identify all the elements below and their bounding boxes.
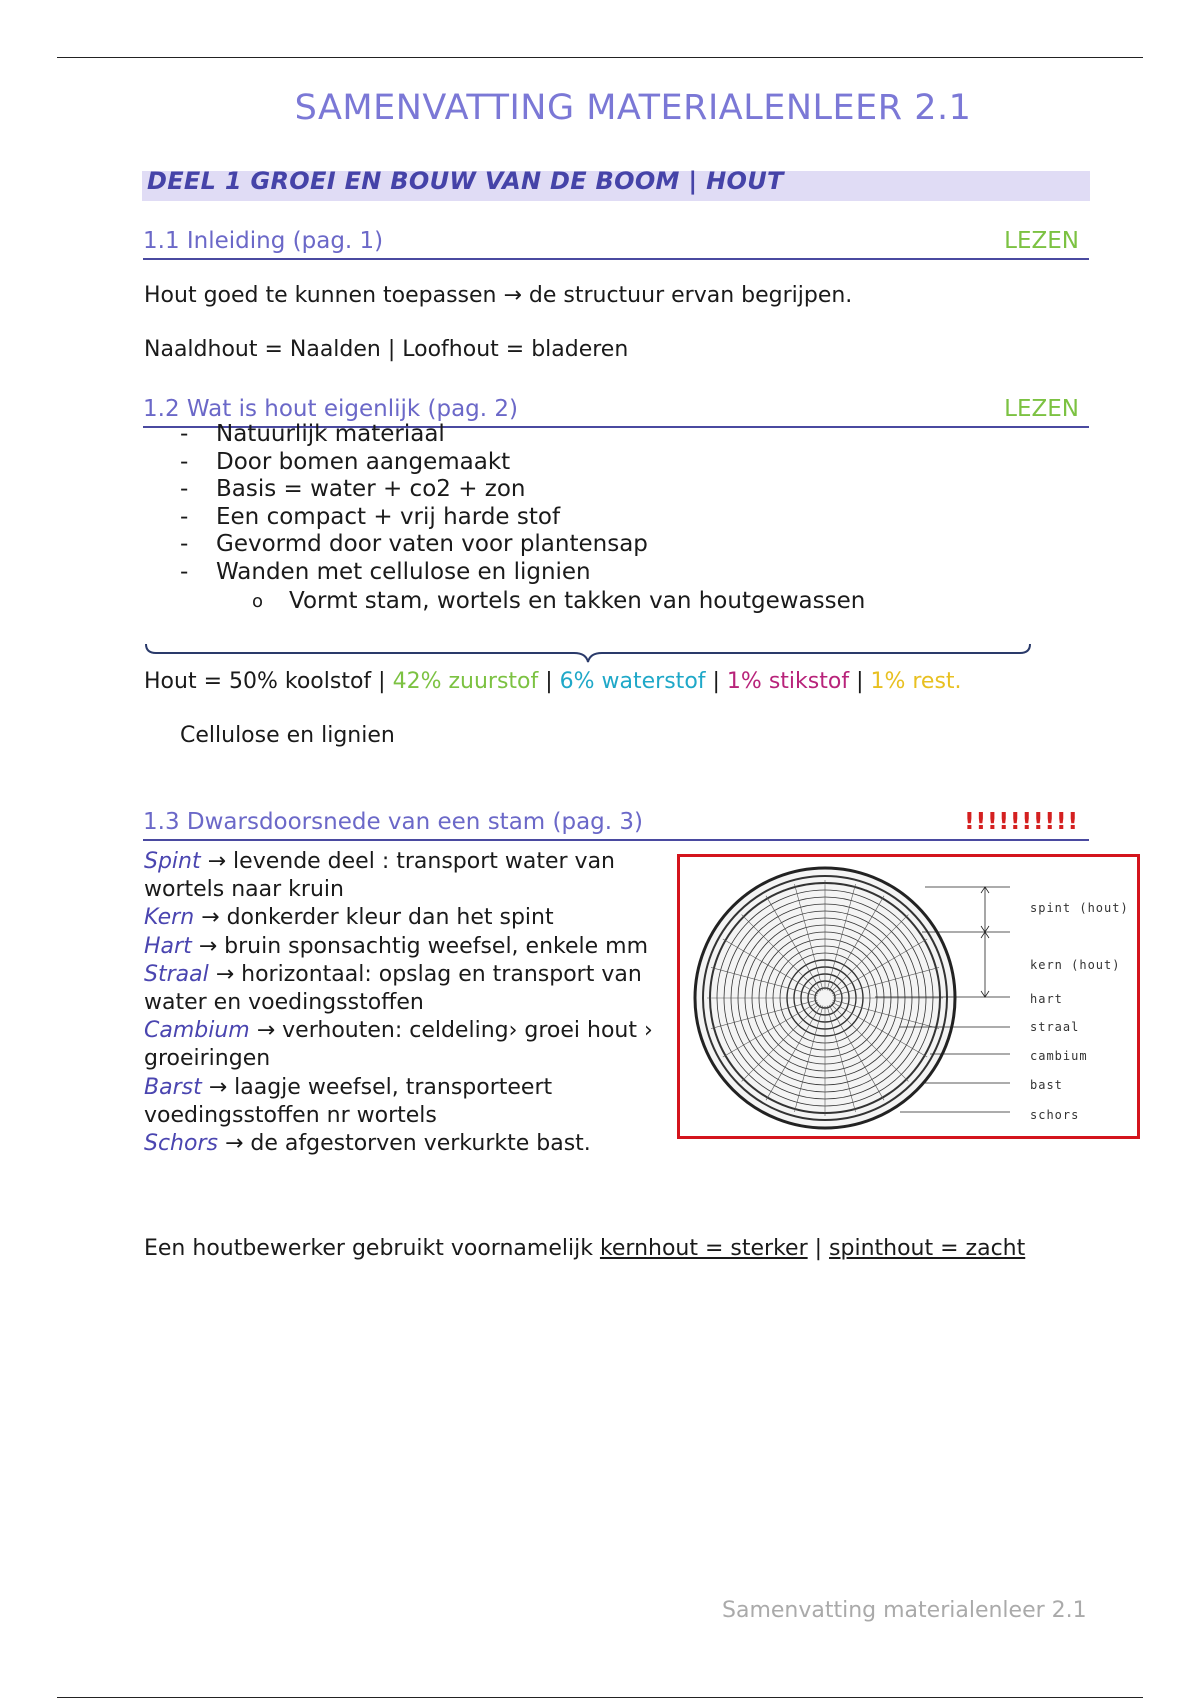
closing-prefix: Een houtbewerker gebruikt voornamelijk bbox=[144, 1236, 600, 1261]
list-item bbox=[144, 449, 648, 477]
definition-term: Schors bbox=[144, 1131, 218, 1157]
zuurstof-value: 42% zuurstof bbox=[385, 669, 546, 694]
arrow-icon: → bbox=[200, 849, 234, 874]
arrow-icon: → bbox=[191, 933, 225, 959]
list-item-text: Basis = water + co2 + zon bbox=[216, 476, 526, 502]
page-footer: Samenvatting materialenleer 2.1 bbox=[722, 1598, 1087, 1623]
bottom-rule bbox=[57, 1697, 1143, 1698]
curly-brace bbox=[144, 640, 1032, 670]
arrow-icon: → bbox=[194, 905, 227, 931]
section-title: 1.3 Dwarsdoorsnede van een stam (pag. 3) bbox=[143, 809, 644, 835]
separator: | bbox=[856, 669, 864, 694]
bullet-dash: - bbox=[180, 558, 189, 585]
figure-label-cambium: cambium bbox=[1030, 1049, 1088, 1063]
arrow-icon: → bbox=[217, 1131, 251, 1157]
bullet-dash: - bbox=[180, 503, 189, 530]
rest-value: 1% rest. bbox=[863, 669, 962, 694]
arrow-icon: → bbox=[249, 1018, 283, 1044]
section-tag: LEZEN bbox=[1004, 228, 1079, 254]
definition-item bbox=[144, 1074, 654, 1130]
definition-item bbox=[144, 848, 654, 904]
composition-line bbox=[144, 669, 962, 694]
definition-text: de afgestorven verkurkte bast. bbox=[250, 1131, 591, 1157]
figure-label-schors: schors bbox=[1030, 1108, 1080, 1122]
definition-term: Straal bbox=[144, 961, 209, 987]
arrow-icon: → bbox=[208, 961, 242, 987]
definition-item bbox=[144, 933, 654, 961]
section-title: 1.2 Wat is hout eigenlijk (pag. 2) bbox=[143, 396, 518, 422]
definitions-block bbox=[144, 848, 654, 1158]
list-item bbox=[144, 504, 648, 532]
definition-item bbox=[144, 1130, 654, 1158]
list-item bbox=[144, 421, 648, 449]
definition-text: bruin sponsachtig weefsel, enkele mm bbox=[224, 933, 649, 959]
list-item-text: Gevormd door vaten voor plantensap bbox=[216, 531, 648, 557]
composition-note: Cellulose en lignien bbox=[180, 723, 395, 748]
sub-list-item-text: Vormt stam, wortels en takken van houtgewassen bbox=[289, 588, 866, 614]
definition-text: verhouten: celdeling› groei hout › groeiringen bbox=[144, 1018, 653, 1072]
figure-label-kern: kern (hout) bbox=[1030, 958, 1121, 972]
definition-item bbox=[144, 961, 654, 1017]
top-rule bbox=[57, 57, 1143, 58]
definition-term: Spint bbox=[144, 849, 201, 874]
definition-item bbox=[144, 904, 654, 932]
definition-term: Barst bbox=[144, 1074, 202, 1100]
tree-cross-section-illustration bbox=[680, 857, 1137, 1136]
intro-line-2: Naaldhout = Naalden | Loofhout = bladeren bbox=[144, 337, 629, 362]
definition-term: Kern bbox=[144, 905, 195, 931]
list-item-text: Door bomen aangemaakt bbox=[216, 448, 511, 475]
definition-text: levende deel : transport water van wortels naar kruin bbox=[144, 849, 615, 903]
bullet-circle: o bbox=[252, 591, 264, 612]
page-title: SAMENVATTING MATERIALENLEER 2.1 bbox=[294, 88, 972, 128]
bullet-dash: - bbox=[180, 448, 189, 475]
closing-line bbox=[144, 1236, 1025, 1261]
section-title: 1.1 Inleiding (pag. 1) bbox=[143, 228, 384, 254]
list-item bbox=[144, 476, 648, 504]
figure-label-hart: hart bbox=[1030, 992, 1063, 1006]
waterstof-value: 6% waterstof bbox=[552, 669, 713, 694]
separator: | bbox=[712, 669, 720, 694]
spinthout-note: spinthout = zacht bbox=[829, 1236, 1026, 1261]
stikstof-value: 1% stikstof bbox=[719, 669, 857, 694]
composition-prefix: Hout = 50% koolstof | bbox=[144, 669, 386, 694]
section-heading-1-3 bbox=[143, 803, 1089, 841]
tree-cross-section-figure bbox=[677, 854, 1140, 1139]
definition-item bbox=[144, 1017, 654, 1073]
bullet-dash: - bbox=[180, 421, 189, 447]
figure-label-straal: straal bbox=[1030, 1020, 1080, 1034]
figure-label-bast: bast bbox=[1030, 1078, 1063, 1092]
arrow-icon: → bbox=[201, 1074, 235, 1100]
important-marker: !!!!!!!!!! bbox=[964, 809, 1079, 835]
definition-term: Cambium bbox=[144, 1018, 250, 1044]
intro-line-1: Hout goed te kunnen toepassen → de structuur ervan begrijpen. bbox=[144, 283, 853, 308]
section-heading-1-1 bbox=[143, 222, 1089, 260]
separator: | bbox=[545, 669, 553, 694]
figure-label-spint: spint (hout) bbox=[1030, 901, 1129, 915]
separator: | bbox=[807, 1236, 830, 1261]
bullet-dash: - bbox=[180, 476, 189, 502]
list-item bbox=[144, 559, 648, 587]
list-item-text: Natuurlijk materiaal bbox=[216, 421, 445, 447]
definition-term: Hart bbox=[144, 933, 192, 959]
definition-text: horizontaal: opslag en transport van water en voedingsstoffen bbox=[144, 961, 642, 1016]
list-item-text: Wanden met cellulose en lignien bbox=[216, 558, 591, 585]
kernhout-note: kernhout = sterker bbox=[599, 1236, 808, 1261]
list-item-text: Een compact + vrij harde stof bbox=[216, 503, 561, 530]
properties-list bbox=[144, 421, 648, 586]
bullet-dash: - bbox=[180, 531, 189, 557]
definition-text: donkerder kleur dan het spint bbox=[226, 905, 554, 931]
deel-heading: DEEL 1 GROEI EN BOUW VAN DE BOOM | HOUT bbox=[147, 167, 784, 195]
list-item bbox=[144, 531, 648, 559]
section-tag: LEZEN bbox=[1004, 396, 1079, 422]
definition-text: laagje weefsel, transporteert voedingsstoffen nr wortels bbox=[144, 1074, 553, 1128]
